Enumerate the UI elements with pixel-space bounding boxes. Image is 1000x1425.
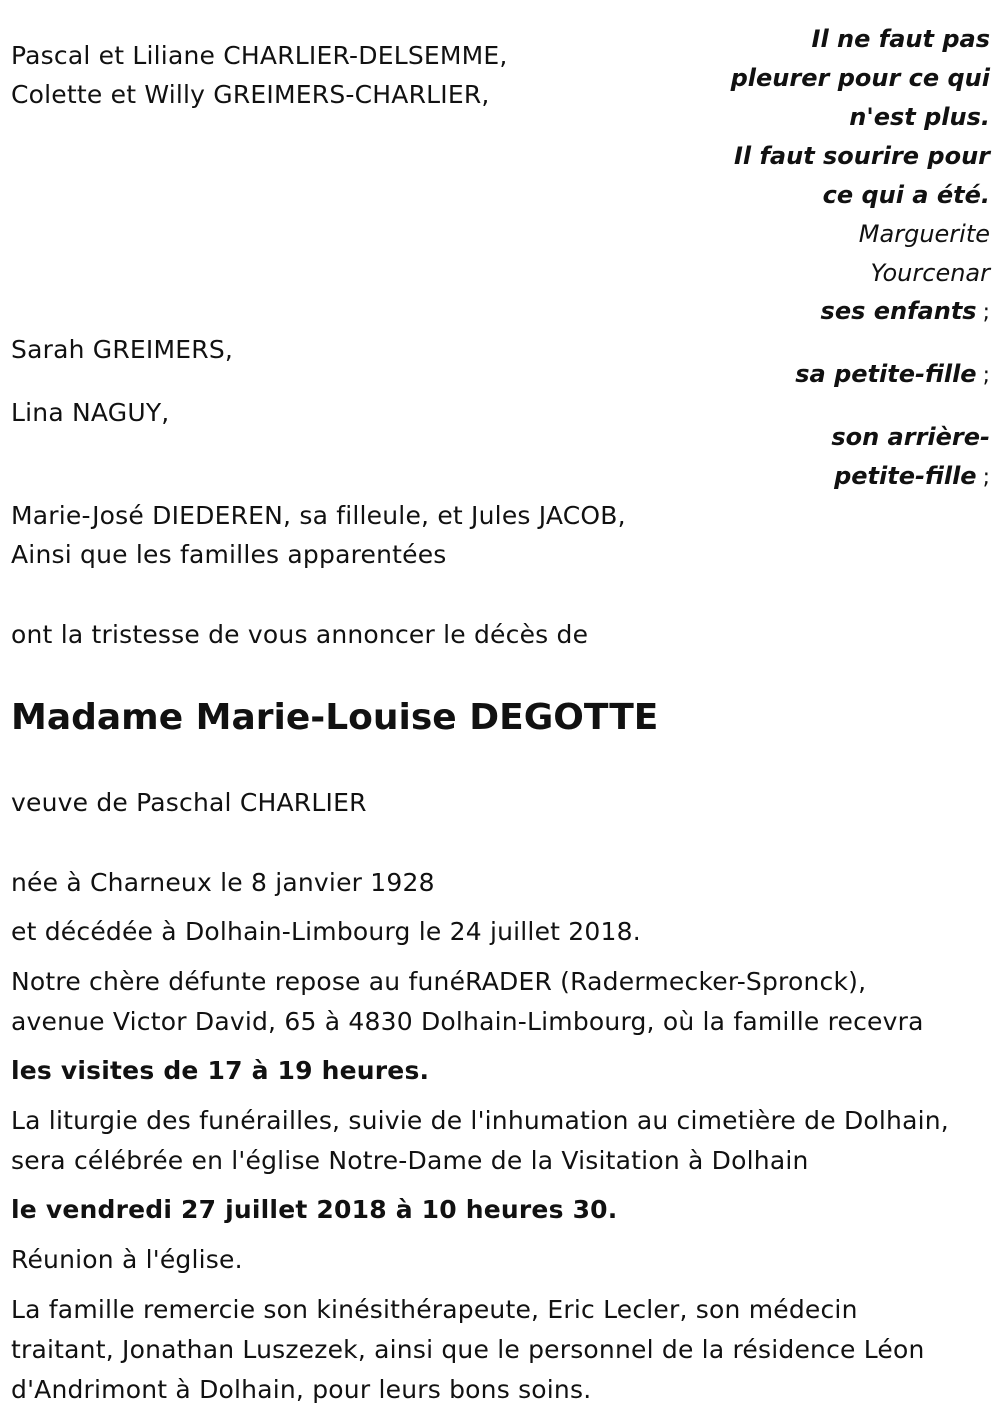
role-granddaughter [795, 355, 990, 395]
role-great-granddaughter-line-2 [834, 457, 990, 497]
role-granddaughter-label: sa petite-fille [795, 360, 977, 388]
birth-line: née à Charneux le 8 janvier 1928 [11, 868, 435, 897]
children-line-1: Pascal et Liliane CHARLIER-DELSEMME, [11, 41, 508, 70]
granddaughter-name: Sarah GREIMERS, [11, 335, 234, 364]
quote-line-2: pleurer pour ce qui [730, 64, 990, 92]
quote-line-1: Il ne faut pas [811, 25, 990, 53]
role-children-label: ses enfants [820, 297, 977, 325]
death-line: et décédée à Dolhain-Limbourg le 24 juillet 2018. [11, 917, 641, 946]
role-separator: ; [982, 465, 990, 490]
thanks-line-3: d'Andrimont à Dolhain, pour leurs bons soins. [11, 1375, 592, 1404]
quote-author-line-2: Yourcenar [870, 259, 990, 287]
goddaughter-line: Marie-José DIEDEREN, sa filleule, et Jules JACOB, [11, 501, 626, 530]
role-separator: ; [982, 363, 990, 388]
meeting-line: Réunion à l'église. [11, 1245, 243, 1274]
families-line: Ainsi que les familles apparentées [11, 540, 447, 569]
role-great-granddaughter-label-2: petite-fille [834, 462, 977, 490]
great-granddaughter-name: Lina NAGUY, [11, 398, 170, 427]
quote-line-4: Il faut sourire pour [733, 142, 990, 170]
quote-author-line-1: Marguerite [858, 220, 990, 248]
children-line-2: Colette et Willy GREIMERS-CHARLIER, [11, 80, 490, 109]
quote-line-3: n'est plus. [849, 103, 990, 131]
repose-line-2: avenue Victor David, 65 à 4830 Dolhain-Limbourg, où la famille recevra [11, 1007, 924, 1036]
visits-line: les visites de 17 à 19 heures. [11, 1056, 430, 1085]
deceased-name: Madame Marie-Louise DEGOTTE [11, 697, 659, 738]
thanks-line-2: traitant, Jonathan Luszezek, ainsi que le personnel de la résidence Léon [11, 1335, 925, 1364]
announce-line: ont la tristesse de vous annoncer le décès de [11, 620, 589, 649]
thanks-line-1: La famille remercie son kinésithérapeute, Eric Lecler, son médecin [11, 1295, 858, 1324]
liturgy-line-1: La liturgie des funérailles, suivie de l'inhumation au cimetière de Dolhain, [11, 1106, 949, 1135]
role-great-granddaughter-label-1: son arrière- [831, 423, 990, 451]
ceremony-date-line: le vendredi 27 juillet 2018 à 10 heures 30. [11, 1195, 618, 1224]
repose-line-1: Notre chère défunte repose au funéRADER (Radermecker-Spronck), [11, 967, 867, 996]
widow-of-line: veuve de Paschal CHARLIER [11, 788, 367, 817]
role-great-granddaughter-line-1 [831, 418, 990, 457]
quote-block [731, 20, 990, 293]
role-children [821, 292, 990, 332]
liturgy-line-2: sera célébrée en l'église Notre-Dame de la Visitation à Dolhain [11, 1146, 809, 1175]
role-separator: ; [982, 300, 990, 325]
quote-line-5: ce qui a été. [822, 181, 990, 209]
